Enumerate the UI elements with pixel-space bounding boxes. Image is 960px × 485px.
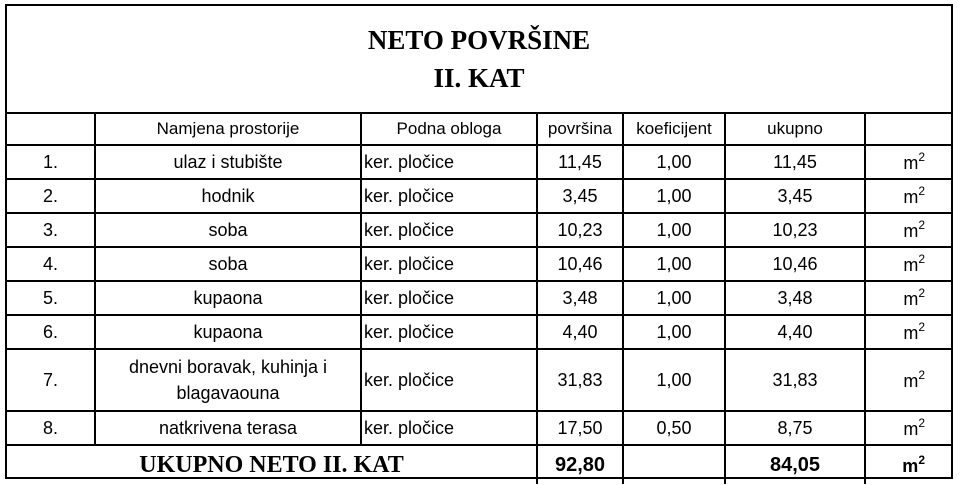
table-row <box>7 145 951 179</box>
table-row <box>7 411 951 445</box>
header-name: Namjena prostorije <box>95 114 361 145</box>
row-total: 4,40 <box>725 315 865 349</box>
table-title <box>7 6 951 114</box>
row-num: 5. <box>7 281 95 315</box>
row-coef: 1,00 <box>623 281 725 315</box>
row-coef: 1,00 <box>623 247 725 281</box>
row-total: 3,48 <box>725 281 865 315</box>
row-name: ulaz i stubište <box>95 145 361 179</box>
table-row <box>7 213 951 247</box>
row-floor: ker. pločice <box>361 213 537 247</box>
row-total: 31,83 <box>725 349 865 411</box>
row-floor: ker. pločice <box>361 281 537 315</box>
total-sum: 84,05 <box>725 445 865 484</box>
row-num: 2. <box>7 179 95 213</box>
header-num <box>7 114 95 145</box>
row-area: 17,50 <box>537 411 623 445</box>
row-unit: $m^2$ <box>865 315 951 349</box>
title-line-2: II. KAT <box>433 63 525 93</box>
row-name-line-1: dnevni boravak, kuhinja i <box>128 357 328 377</box>
row-area: 10,46 <box>537 247 623 281</box>
header-row <box>7 114 951 145</box>
row-floor: ker. pločice <box>361 145 537 179</box>
row-num: 7. <box>7 349 95 411</box>
row-unit: $m^2$ <box>865 213 951 247</box>
total-label: UKUPNO NETO II. KAT <box>7 445 537 484</box>
row-area: 3,45 <box>537 179 623 213</box>
row-name-line-2: blagavaouna <box>176 383 280 403</box>
table-row <box>7 179 951 213</box>
total-row <box>7 445 951 484</box>
table-row <box>7 315 951 349</box>
row-floor: ker. pločice <box>361 349 537 411</box>
row-name: kupaona <box>95 281 361 315</box>
row-unit: $m^2$ <box>865 349 951 411</box>
area-table-sheet <box>5 4 953 479</box>
table-row <box>7 349 951 411</box>
row-area: 11,45 <box>537 145 623 179</box>
row-coef: 1,00 <box>623 213 725 247</box>
row-floor: ker. pločice <box>361 179 537 213</box>
row-num: 1. <box>7 145 95 179</box>
title-line-1: NETO POVRŠINE <box>367 25 591 55</box>
row-unit: $m^2$ <box>865 247 951 281</box>
header-unit <box>865 114 951 145</box>
table-row <box>7 281 951 315</box>
row-unit: $m^2$ <box>865 281 951 315</box>
row-name: soba <box>95 247 361 281</box>
total-coef-empty <box>623 445 725 484</box>
row-unit: $m^2$ <box>865 411 951 445</box>
row-unit: $m^2$ <box>865 145 951 179</box>
row-coef: 1,00 <box>623 145 725 179</box>
total-area: 92,80 <box>537 445 623 484</box>
row-total: 3,45 <box>725 179 865 213</box>
row-name: hodnik <box>95 179 361 213</box>
row-num: 3. <box>7 213 95 247</box>
row-floor: ker. pločice <box>361 247 537 281</box>
row-num: 8. <box>7 411 95 445</box>
row-unit: $m^2$ <box>865 179 951 213</box>
row-coef: 1,00 <box>623 179 725 213</box>
row-coef: 1,00 <box>623 349 725 411</box>
row-area: 31,83 <box>537 349 623 411</box>
total-unit: $m^2$ <box>902 453 925 476</box>
header-total: ukupno <box>725 114 865 145</box>
row-name: natkrivena terasa <box>95 411 361 445</box>
row-coef: 0,50 <box>623 411 725 445</box>
row-coef: 1,00 <box>623 315 725 349</box>
header-coef: koeficijent <box>623 114 725 145</box>
row-total: 11,45 <box>725 145 865 179</box>
row-name: soba <box>95 213 361 247</box>
row-area: 3,48 <box>537 281 623 315</box>
net-area-table <box>7 114 951 484</box>
row-name <box>95 349 361 411</box>
row-total: 8,75 <box>725 411 865 445</box>
row-num: 6. <box>7 315 95 349</box>
row-floor: ker. pločice <box>361 411 537 445</box>
row-name: kupaona <box>95 315 361 349</box>
row-area: 4,40 <box>537 315 623 349</box>
table-row <box>7 247 951 281</box>
row-num: 4. <box>7 247 95 281</box>
row-total: 10,23 <box>725 213 865 247</box>
row-total: 10,46 <box>725 247 865 281</box>
row-floor: ker. pločice <box>361 315 537 349</box>
header-area: površina <box>537 114 623 145</box>
header-floor: Podna obloga <box>361 114 537 145</box>
row-area: 10,23 <box>537 213 623 247</box>
